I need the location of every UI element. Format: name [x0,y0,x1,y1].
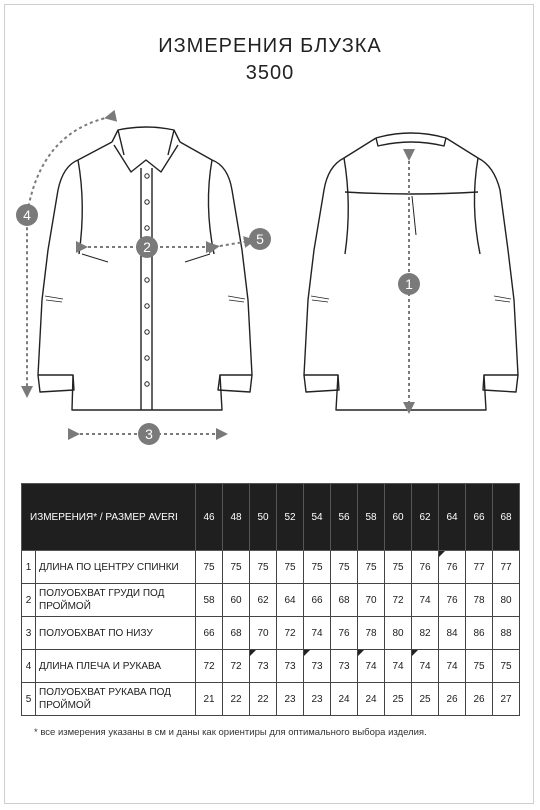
size-col-header: 58 [358,484,385,551]
table-cell: 74 [439,650,466,683]
table-cell: 73 [304,650,331,683]
table-row [22,683,520,716]
row-number: 1 [22,551,36,584]
svg-text:1: 1 [405,276,413,292]
table-cell: 76 [439,584,466,617]
table-cell: 76 [439,551,466,584]
table-cell: 74 [358,650,385,683]
table-cell: 22 [223,683,250,716]
table-cell: 78 [466,584,493,617]
measure-line-5 [214,241,250,247]
size-table [21,483,520,716]
table-cell: 75 [277,551,304,584]
table-cell: 73 [250,650,277,683]
page-title: ИЗМЕРЕНИЯ БЛУЗКА [158,35,382,57]
table-cell: 72 [196,650,223,683]
measure-badge-5 [249,228,271,250]
table-cell: 25 [385,683,412,716]
size-col-header: 62 [412,484,439,551]
measure-badge-3 [138,423,160,445]
table-cell: 66 [196,617,223,650]
table-cell: 74 [412,650,439,683]
table-row [22,617,520,650]
size-col-header: 68 [493,484,520,551]
table-cell: 75 [358,551,385,584]
table-cell: 68 [331,584,358,617]
table-cell: 60 [223,584,250,617]
table-cell: 75 [223,551,250,584]
footnote: * все измерения указаны в см и даны как ориентиры для оптимального выбора изделия. [34,727,427,738]
table-cell: 86 [466,617,493,650]
table-cell: 73 [331,650,358,683]
table-cell: 78 [358,617,385,650]
table-cell: 70 [358,584,385,617]
size-col-header: 60 [385,484,412,551]
table-cell: 26 [466,683,493,716]
table-cell: 80 [385,617,412,650]
size-col-header: 46 [196,484,223,551]
table-cell: 23 [304,683,331,716]
article-number: 3500 [245,62,295,84]
svg-text:2: 2 [143,239,151,255]
svg-text:3: 3 [145,426,153,442]
measurement-name: ПОЛУОБХВАТ РУКАВА ПОД ПРОЙМОЙ [36,683,196,716]
svg-text:4: 4 [23,207,31,223]
table-cell: 75 [466,650,493,683]
table-cell: 27 [493,683,520,716]
table-cell: 26 [439,683,466,716]
table-cell: 75 [250,551,277,584]
row-number: 2 [22,584,36,617]
table-cell: 74 [304,617,331,650]
table-cell: 73 [277,650,304,683]
table-cell: 75 [493,650,520,683]
size-col-header: 54 [304,484,331,551]
table-cell: 68 [223,617,250,650]
table-cell: 76 [331,617,358,650]
table-cell: 84 [439,617,466,650]
size-col-header: 50 [250,484,277,551]
table-cell: 70 [250,617,277,650]
table-cell: 23 [277,683,304,716]
table-cell: 80 [493,584,520,617]
table-cell: 74 [412,584,439,617]
front-view-drawing [38,127,252,410]
table-cell: 74 [385,650,412,683]
table-cell: 72 [385,584,412,617]
measure-badge-2 [136,236,158,258]
table-cell: 75 [331,551,358,584]
measure-badge-1 [398,273,420,295]
table-cell: 22 [250,683,277,716]
table-cell: 77 [493,551,520,584]
table-cell: 75 [196,551,223,584]
table-row [22,650,520,683]
back-view-drawing [304,133,518,410]
size-col-header: 52 [277,484,304,551]
table-cell: 72 [223,650,250,683]
row-number: 5 [22,683,36,716]
table-cell: 88 [493,617,520,650]
table-cell: 75 [385,551,412,584]
size-table-header [22,484,520,551]
svg-text:5: 5 [256,231,264,247]
table-cell: 62 [250,584,277,617]
table-cell: 25 [412,683,439,716]
size-col-header: 48 [223,484,250,551]
table-cell: 58 [196,584,223,617]
measurement-name: ПОЛУОБХВАТ ГРУДИ ПОД ПРОЙМОЙ [36,584,196,617]
table-cell: 82 [412,617,439,650]
front-buttons [145,174,149,386]
size-col-header: 56 [331,484,358,551]
table-cell: 66 [304,584,331,617]
table-cell: 72 [277,617,304,650]
table-cell: 76 [412,551,439,584]
table-cell: 75 [304,551,331,584]
table-cell: 24 [358,683,385,716]
size-col-header: 64 [439,484,466,551]
measure-badge-4 [16,204,38,226]
table-row [22,551,520,584]
table-cell: 21 [196,683,223,716]
measurement-name: ДЛИНА ПО ЦЕНТРУ СПИНКИ [36,551,196,584]
row-number: 3 [22,617,36,650]
table-cell: 77 [466,551,493,584]
size-col-header: 66 [466,484,493,551]
table-row [22,584,520,617]
header-label: ИЗМЕРЕНИЯ* / РАЗМЕР AVERI [22,484,196,551]
measurement-name: ПОЛУОБХВАТ ПО НИЗУ [36,617,196,650]
table-cell: 64 [277,584,304,617]
row-number: 4 [22,650,36,683]
measurement-name: ДЛИНА ПЛЕЧА И РУКАВА [36,650,196,683]
table-cell: 24 [331,683,358,716]
